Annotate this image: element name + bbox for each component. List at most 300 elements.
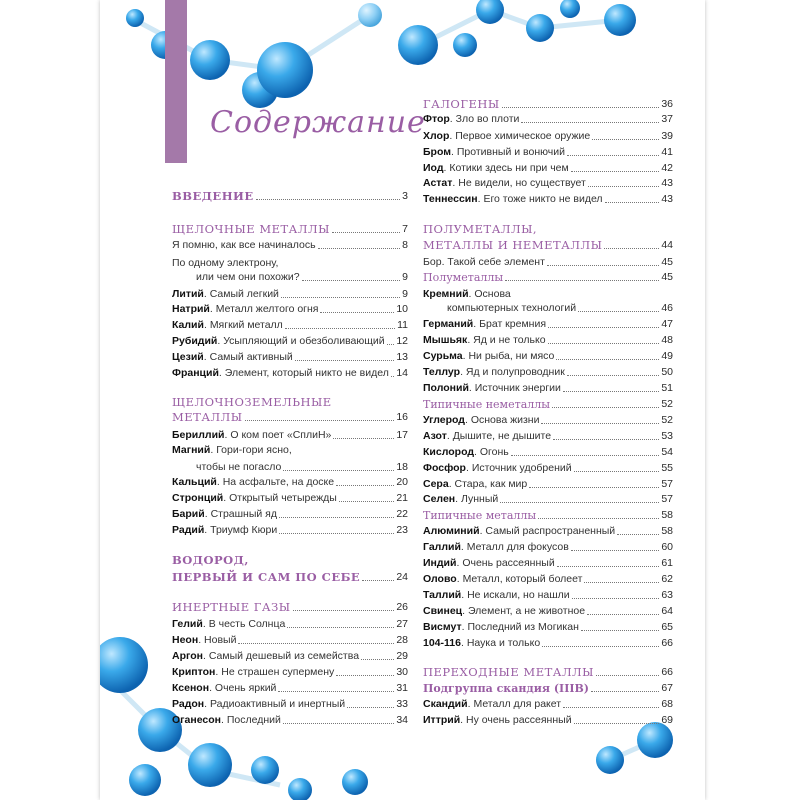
element-name: Мышьяк bbox=[423, 334, 468, 346]
toc-entry bbox=[172, 663, 408, 679]
dot-leader bbox=[605, 202, 660, 203]
toc-entry-text: Фтор. Зло во плоти bbox=[423, 113, 520, 125]
page-number: 52 bbox=[661, 398, 673, 410]
page-number: 36 bbox=[661, 98, 673, 110]
dot-leader bbox=[245, 420, 395, 421]
element-name: Иттрий bbox=[423, 714, 461, 726]
element-name: Свинец bbox=[423, 605, 463, 617]
toc-entry-text: Висмут. Последний из Могикан bbox=[423, 621, 579, 633]
element-description: Самый легкий bbox=[209, 288, 279, 300]
dot-leader bbox=[578, 311, 659, 312]
toc-entry bbox=[423, 570, 673, 586]
toc-entry-text: Радон. Радиоактивный и инертный bbox=[172, 698, 346, 710]
element-name: Литий bbox=[172, 288, 204, 300]
page-number: 63 bbox=[661, 589, 673, 601]
element-description: Очень рассеянный bbox=[462, 557, 555, 569]
dot-leader bbox=[287, 627, 394, 628]
element-name: Таллий bbox=[423, 589, 462, 601]
element-description: Основа жизни bbox=[470, 414, 540, 426]
section-heading: ВВЕДЕНИЕ bbox=[172, 189, 254, 203]
dot-leader bbox=[596, 675, 659, 676]
toc-entry-text: Кальций. На асфальте, на доске bbox=[172, 476, 335, 488]
page-number: 17 bbox=[396, 429, 408, 441]
toc-entry-text: Иод. Котики здесь ни при чем bbox=[423, 162, 569, 174]
page-number: 41 bbox=[661, 146, 673, 158]
toc-entry bbox=[423, 443, 673, 459]
dot-leader bbox=[563, 707, 659, 708]
dot-leader bbox=[511, 455, 660, 456]
toc-entry bbox=[172, 220, 408, 236]
toc-entry bbox=[423, 395, 673, 411]
dot-leader bbox=[591, 691, 659, 692]
dot-leader bbox=[572, 598, 660, 599]
dot-leader bbox=[332, 232, 400, 233]
toc-entry-text: Полоний. Источник энергии bbox=[423, 382, 561, 394]
toc-entry-text: Свинец. Элемент, а не животное bbox=[423, 605, 586, 617]
toc-entry bbox=[172, 679, 408, 695]
page-number: 52 bbox=[661, 414, 673, 426]
toc-entry bbox=[172, 268, 408, 284]
page-number: 66 bbox=[661, 637, 673, 649]
page-number: 60 bbox=[661, 541, 673, 553]
toc-entry-text: Кислород. Огонь bbox=[423, 446, 509, 458]
toc-entry-text: Цезий. Самый активный bbox=[172, 351, 293, 363]
element-description: Не искали, но нашли bbox=[467, 589, 570, 601]
toc-entry-text: Фосфор. Источник удобрений bbox=[423, 462, 572, 474]
dot-leader bbox=[574, 471, 660, 472]
toc-entry-text: Теллур. Яд и полупроводник bbox=[423, 366, 565, 378]
page-number: 39 bbox=[661, 130, 673, 142]
page-number: 42 bbox=[661, 162, 673, 174]
element-description: Противный и вонючий bbox=[456, 146, 565, 158]
page-number: 33 bbox=[396, 698, 408, 710]
element-name: Аргон bbox=[172, 650, 203, 662]
dot-leader bbox=[279, 533, 394, 534]
page-number: 14 bbox=[396, 367, 408, 379]
dot-leader bbox=[547, 265, 659, 266]
element-name: Натрий bbox=[172, 303, 210, 315]
subsection-heading: Типичные металлы bbox=[423, 509, 537, 522]
element-description: Стара, как мир bbox=[454, 478, 528, 490]
element-description: Мягкий металл bbox=[209, 319, 283, 331]
dot-leader bbox=[548, 327, 659, 328]
toc-entry bbox=[423, 618, 673, 634]
page-number: 23 bbox=[396, 524, 408, 536]
page-number: 9 bbox=[402, 288, 408, 300]
toc-entry bbox=[423, 95, 673, 111]
dot-leader bbox=[281, 297, 400, 298]
section-heading: ВОДОРОД, bbox=[172, 553, 249, 567]
element-name: Кремний bbox=[423, 288, 469, 300]
toc-entry bbox=[423, 347, 673, 363]
page-number: 49 bbox=[661, 350, 673, 362]
toc-entry-text: Калий. Мягкий металл bbox=[172, 319, 283, 331]
element-name: Хлор bbox=[423, 130, 450, 142]
toc-entry bbox=[172, 568, 408, 584]
toc-entry-text: Галлий. Металл для фокусов bbox=[423, 541, 569, 553]
dot-leader bbox=[617, 534, 659, 535]
element-description: О ком поет «СплиН» bbox=[230, 429, 332, 441]
element-description: Ни рыба, ни мясо bbox=[468, 350, 555, 362]
toc-entry-text: Скандий. Металл для ракет bbox=[423, 698, 562, 710]
dot-leader bbox=[505, 280, 659, 281]
title-banner bbox=[165, 0, 187, 163]
toc-entry bbox=[423, 506, 673, 522]
section-heading: ПОЛУМЕТАЛЛЫ, bbox=[423, 222, 538, 236]
section-heading: ПЕРЕХОДНЫЕ МЕТАЛЛЫ bbox=[423, 665, 594, 679]
toc-entry bbox=[172, 393, 408, 409]
element-description: Самый активный bbox=[209, 351, 293, 363]
dot-leader bbox=[604, 248, 659, 249]
toc-entry-text: Германий. Брат кремния bbox=[423, 318, 547, 330]
dot-leader bbox=[581, 630, 659, 631]
dot-leader bbox=[285, 328, 395, 329]
page-number: 37 bbox=[661, 113, 673, 125]
page-number: 29 bbox=[396, 650, 408, 662]
element-name: Индий bbox=[423, 557, 457, 569]
dot-leader bbox=[279, 517, 394, 518]
element-name: Иод bbox=[423, 162, 444, 174]
toc-entry-text: Хлор. Первое химическое оружие bbox=[423, 130, 591, 142]
element-description: Последний из Могикан bbox=[467, 621, 579, 633]
toc-entry-text: Бериллий. О ком поет «СплиН» bbox=[172, 429, 332, 441]
element-name: Гелий bbox=[172, 618, 203, 630]
dot-leader bbox=[336, 675, 394, 676]
toc-entry-text: Теннессин. Его тоже никто не видел bbox=[423, 193, 603, 205]
dot-leader bbox=[567, 155, 659, 156]
page-number: 50 bbox=[661, 366, 673, 378]
page-number: 28 bbox=[396, 634, 408, 646]
toc-entry-text: Рубидий. Усыпляющий и обезболивающий bbox=[172, 335, 385, 347]
element-description: Лунный bbox=[460, 493, 499, 505]
element-description: Гори-гори ясно, bbox=[216, 444, 292, 456]
dot-leader bbox=[339, 501, 395, 502]
toc-entry bbox=[423, 554, 673, 570]
toc-entry bbox=[172, 473, 408, 489]
element-description: Металл для фокусов bbox=[466, 541, 569, 553]
element-name: Калий bbox=[172, 319, 204, 331]
toc-entry bbox=[423, 586, 673, 602]
element-description: Котики здесь ни при чем bbox=[449, 162, 569, 174]
dot-leader bbox=[574, 723, 660, 724]
element-name: Стронций bbox=[172, 492, 224, 504]
toc-entry bbox=[172, 426, 408, 442]
dot-leader bbox=[563, 391, 659, 392]
page-number: 31 bbox=[396, 682, 408, 694]
toc-entry bbox=[172, 551, 408, 567]
element-description: Ну очень рассеянный bbox=[466, 714, 572, 726]
element-name: Кислород bbox=[423, 446, 475, 458]
toc-entry bbox=[423, 634, 673, 650]
section-heading: ЩЕЛОЧНЫЕ МЕТАЛЛЫ bbox=[172, 222, 330, 236]
element-description: В честь Солнца bbox=[208, 618, 286, 630]
toc-entry-text: Таллий. Не искали, но нашли bbox=[423, 589, 570, 601]
dot-leader bbox=[333, 438, 394, 439]
dot-leader bbox=[387, 344, 395, 345]
toc-entry-text: 104-116. Наука и только bbox=[423, 637, 541, 649]
dot-leader bbox=[567, 375, 660, 376]
dot-leader bbox=[361, 659, 394, 660]
page-number: 43 bbox=[661, 193, 673, 205]
element-description: Первое химическое оружие bbox=[455, 130, 591, 142]
toc-entry-text: Я помню, как все начиналось bbox=[172, 239, 316, 251]
toc-entry bbox=[172, 489, 408, 505]
toc-entry-text: или чем они похожи? bbox=[196, 271, 300, 283]
toc-entry bbox=[423, 379, 673, 395]
element-description: Элемент, а не животное bbox=[467, 605, 586, 617]
page-number: 12 bbox=[396, 335, 408, 347]
dot-leader bbox=[571, 550, 660, 551]
element-description: Не видели, но существует bbox=[458, 177, 586, 189]
page-number: 57 bbox=[661, 493, 673, 505]
element-name: Бериллий bbox=[172, 429, 225, 441]
toc-entry bbox=[423, 315, 673, 331]
toc-entry-text: Неон. Новый bbox=[172, 634, 237, 646]
section-heading: МЕТАЛЛЫ И НЕМЕТАЛЛЫ bbox=[423, 238, 603, 252]
page-number: 8 bbox=[402, 239, 408, 251]
dot-leader bbox=[500, 502, 659, 503]
element-description: Усыпляющий и обезболивающий bbox=[223, 335, 385, 347]
toc-entry-text: компьютерных технологий bbox=[447, 302, 577, 314]
page-number: 13 bbox=[396, 351, 408, 363]
toc-entry bbox=[423, 110, 673, 126]
element-description: Яд и не только bbox=[473, 334, 546, 346]
dot-leader bbox=[302, 280, 401, 281]
section-heading: ГАЛОГЕНЫ bbox=[423, 97, 500, 111]
toc-entry-text: Селен. Лунный bbox=[423, 493, 499, 505]
element-description: Триумф Кюри bbox=[210, 524, 278, 536]
page-number: 48 bbox=[661, 334, 673, 346]
element-name: Скандий bbox=[423, 698, 468, 710]
toc-entry-text: Гелий. В честь Солнца bbox=[172, 618, 286, 630]
toc-entry bbox=[172, 458, 408, 474]
page-number: 58 bbox=[661, 525, 673, 537]
toc-entry-text: Алюминий. Самый распространенный bbox=[423, 525, 616, 537]
element-description: Металл, который болеет bbox=[462, 573, 583, 585]
page-number: 43 bbox=[661, 177, 673, 189]
toc-entry-text: Мышьяк. Яд и не только bbox=[423, 334, 546, 346]
element-description: Источник удобрений bbox=[471, 462, 572, 474]
page-number: 68 bbox=[661, 698, 673, 710]
section-heading: МЕТАЛЛЫ bbox=[172, 410, 243, 424]
toc-entry bbox=[172, 348, 408, 364]
page-number: 58 bbox=[661, 509, 673, 521]
element-name: Оганесон bbox=[172, 714, 222, 726]
element-name: Барий bbox=[172, 508, 205, 520]
element-description: Самый распространенный bbox=[485, 525, 616, 537]
element-description: Наука и только bbox=[466, 637, 541, 649]
toc-entry bbox=[423, 159, 673, 175]
page-number: 20 bbox=[396, 476, 408, 488]
element-description: Огонь bbox=[479, 446, 509, 458]
element-description: Радиоактивный и инертный bbox=[209, 698, 346, 710]
element-name: Астат bbox=[423, 177, 453, 189]
element-name: Неон bbox=[172, 634, 199, 646]
page-number: 47 bbox=[661, 318, 673, 330]
page-number: 9 bbox=[402, 271, 408, 283]
element-description: Элемент, который никто не видел bbox=[224, 367, 389, 379]
dot-leader bbox=[552, 407, 659, 408]
toc-entry bbox=[423, 127, 673, 143]
toc-entry bbox=[423, 663, 673, 679]
element-description: Страшный яд bbox=[210, 508, 277, 520]
toc-entry-text: Азот. Дышите, не дышите bbox=[423, 430, 552, 442]
element-name: Магний bbox=[172, 444, 211, 456]
element-description: Металл для ракет bbox=[473, 698, 562, 710]
dot-leader bbox=[320, 312, 394, 313]
element-name: Олово bbox=[423, 573, 457, 585]
element-description: Основа bbox=[474, 288, 511, 300]
page-number: 51 bbox=[661, 382, 673, 394]
toc-entry bbox=[172, 631, 408, 647]
element-name: Углерод bbox=[423, 414, 465, 426]
toc-entry bbox=[423, 522, 673, 538]
toc-entry bbox=[172, 236, 408, 252]
element-description: Дышите, не дышите bbox=[452, 430, 552, 442]
toc-entry bbox=[423, 711, 673, 727]
element-name: Радон bbox=[172, 698, 205, 710]
dot-leader bbox=[256, 199, 400, 200]
toc-entry bbox=[423, 143, 673, 159]
toc-entry bbox=[172, 187, 408, 203]
section-heading: ИНЕРТНЫЕ ГАЗЫ bbox=[172, 600, 291, 614]
element-description: Последний bbox=[226, 714, 281, 726]
toc-entry bbox=[423, 490, 673, 506]
dot-leader bbox=[362, 580, 394, 581]
toc-entry-text: Углерод. Основа жизни bbox=[423, 414, 540, 426]
dot-leader bbox=[283, 470, 394, 471]
toc-entry-text: По одному электрону, bbox=[172, 257, 279, 269]
element-name: Теннессин bbox=[423, 193, 478, 205]
element-name: Сурьма bbox=[423, 350, 463, 362]
element-name: Висмут bbox=[423, 621, 462, 633]
dot-leader bbox=[238, 643, 394, 644]
toc-entry-text: Астат. Не видели, но существует bbox=[423, 177, 586, 189]
element-name: Криптон bbox=[172, 666, 216, 678]
element-name: Фтор bbox=[423, 113, 450, 125]
element-name: Цезий bbox=[172, 351, 204, 363]
toc-entry bbox=[423, 679, 673, 695]
toc-entry-text: Олово. Металл, который болеет bbox=[423, 573, 583, 585]
toc-entry bbox=[172, 300, 408, 316]
toc-entry-text: Бром. Противный и вонючий bbox=[423, 146, 565, 158]
page-number: 45 bbox=[661, 271, 673, 283]
subsection-heading: Подгруппа скандия (IIIB) bbox=[423, 682, 589, 695]
toc-entry bbox=[423, 174, 673, 190]
element-name: Кальций bbox=[172, 476, 217, 488]
toc-entry bbox=[172, 285, 408, 301]
toc-entry bbox=[172, 316, 408, 332]
dot-leader bbox=[293, 610, 395, 611]
element-name: Галлий bbox=[423, 541, 461, 553]
page-number: 61 bbox=[661, 557, 673, 569]
toc-entry-text: Криптон. Не страшен супермену bbox=[172, 666, 335, 678]
dot-leader bbox=[521, 122, 659, 123]
toc-entry bbox=[423, 190, 673, 206]
page-number: 10 bbox=[396, 303, 408, 315]
page-number: 3 bbox=[402, 190, 408, 202]
element-description: Не страшен супермену bbox=[221, 666, 335, 678]
page-number: 44 bbox=[661, 239, 673, 251]
toc-entry-text: чтобы не погасло bbox=[196, 461, 282, 473]
page-number: 69 bbox=[661, 714, 673, 726]
page-number: 22 bbox=[396, 508, 408, 520]
toc-entry-text: Магний. Гори-гори ясно, bbox=[172, 444, 292, 456]
page-number: 45 bbox=[661, 256, 673, 268]
dot-leader bbox=[295, 360, 395, 361]
toc-entry bbox=[423, 236, 673, 252]
toc-entry-text: Литий. Самый легкий bbox=[172, 288, 279, 300]
toc-entry-text: Ксенон. Очень яркий bbox=[172, 682, 277, 694]
element-name: Франций bbox=[172, 367, 219, 379]
element-description: Его тоже никто не видел bbox=[483, 193, 603, 205]
toc-entry bbox=[423, 299, 673, 315]
dot-leader bbox=[557, 566, 660, 567]
dot-leader bbox=[587, 614, 659, 615]
element-description: Открытый четырежды bbox=[229, 492, 337, 504]
toc-entry bbox=[423, 538, 673, 554]
subsection-heading: Типичные неметаллы bbox=[423, 398, 550, 411]
toc-entry-text: Сурьма. Ни рыба, ни мясо bbox=[423, 350, 555, 362]
dot-leader bbox=[571, 171, 660, 172]
element-description: Зло во плоти bbox=[455, 113, 520, 125]
toc-entry bbox=[423, 331, 673, 347]
dot-leader bbox=[542, 646, 659, 647]
element-name: Теллур bbox=[423, 366, 461, 378]
page-number: 11 bbox=[397, 319, 408, 331]
page-number: 26 bbox=[396, 601, 408, 613]
element-name: Бром bbox=[423, 146, 452, 158]
element-description: Очень яркий bbox=[214, 682, 277, 694]
toc-entry-text: Кремний. Основа bbox=[423, 288, 511, 300]
element-name: Фосфор bbox=[423, 462, 466, 474]
dot-leader bbox=[529, 487, 659, 488]
book-page bbox=[100, 0, 705, 800]
toc-entry bbox=[172, 615, 408, 631]
page-number: 34 bbox=[396, 714, 408, 726]
element-name: Полоний bbox=[423, 382, 469, 394]
toc-entry bbox=[423, 411, 673, 427]
toc-entry bbox=[423, 427, 673, 443]
toc-entry-text: Иттрий. Ну очень рассеянный bbox=[423, 714, 572, 726]
toc-entry-text: Оганесон. Последний bbox=[172, 714, 281, 726]
page-number: 7 bbox=[402, 223, 408, 235]
toc-entry bbox=[172, 408, 408, 424]
dot-leader bbox=[548, 343, 660, 344]
page-number: 64 bbox=[661, 605, 673, 617]
dot-leader bbox=[553, 439, 659, 440]
element-name: Радий bbox=[172, 524, 205, 536]
page-number: 24 bbox=[396, 571, 408, 583]
toc-entry bbox=[172, 505, 408, 521]
dot-leader bbox=[538, 518, 659, 519]
dot-leader bbox=[347, 707, 394, 708]
dot-leader bbox=[584, 582, 659, 583]
toc-entry-text: Стронций. Открытый четырежды bbox=[172, 492, 337, 504]
element-name: Селен bbox=[423, 493, 456, 505]
toc-entry-text: Барий. Страшный яд bbox=[172, 508, 277, 520]
page-title: Содержание bbox=[210, 105, 426, 140]
page-number: 65 bbox=[661, 621, 673, 633]
dot-leader bbox=[391, 376, 394, 377]
toc-entry-text: Бор. Такой себе элемент bbox=[423, 256, 545, 268]
toc-entry bbox=[172, 598, 408, 614]
toc-entry bbox=[423, 268, 673, 284]
page-number: 62 bbox=[661, 573, 673, 585]
toc-entry bbox=[172, 711, 408, 727]
toc-entry-text: Сера. Стара, как мир bbox=[423, 478, 528, 490]
toc-entry bbox=[172, 332, 408, 348]
